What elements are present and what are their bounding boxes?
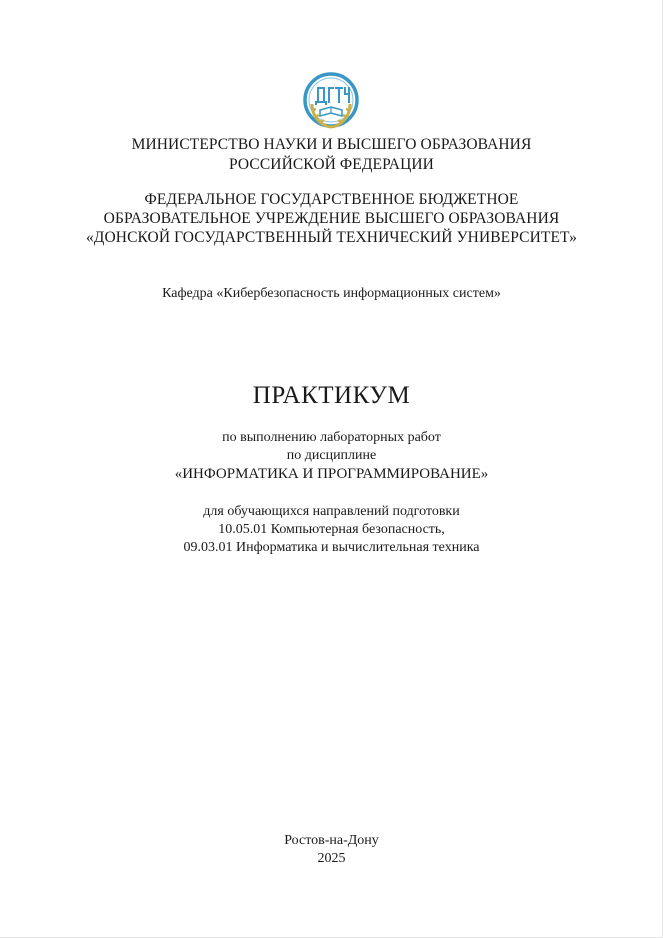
subtitle-line-1: по выполнению лабораторных работ — [222, 430, 441, 445]
audience-line-3: 09.03.01 Информатика и вычислительная техника — [183, 540, 480, 555]
institution-line-2: ОБРАЗОВАТЕЛЬНОЕ УЧРЕЖДЕНИЕ ВЫСШЕГО ОБРАЗОВАНИЯ — [103, 210, 560, 227]
city: Ростов-на-Дону — [284, 833, 379, 848]
audience-line-2: 10.05.01 Компьютерная безопасность, — [218, 522, 445, 537]
university-logo-icon — [302, 72, 360, 136]
audience-line-1: для обучающихся направлений подготовки — [203, 504, 460, 519]
ministry-line-2: РОССИЙСКОЙ ФЕДЕРАЦИИ — [229, 156, 434, 173]
department: Кафедра «Кибербезопасность информационных систем» — [162, 286, 501, 301]
institution-line-1: ФЕДЕРАЛЬНОЕ ГОСУДАРСТВЕННОЕ БЮДЖЕТНОЕ — [144, 191, 519, 208]
discipline-name: «ИНФОРМАТИКА И ПРОГРАММИРОВАНИЕ» — [174, 466, 489, 482]
ministry-line-1: МИНИСТЕРСТВО НАУКИ И ВЫСШЕГО ОБРАЗОВАНИЯ — [131, 136, 532, 153]
institution-line-3: «ДОНСКОЙ ГОСУДАРСТВЕННЫЙ ТЕХНИЧЕСКИЙ УНИВЕРСИТЕТ» — [85, 229, 578, 246]
subtitle-line-2: по дисциплине — [286, 448, 377, 463]
year: 2025 — [317, 851, 346, 866]
document-title: ПРАКТИКУМ — [252, 382, 411, 409]
